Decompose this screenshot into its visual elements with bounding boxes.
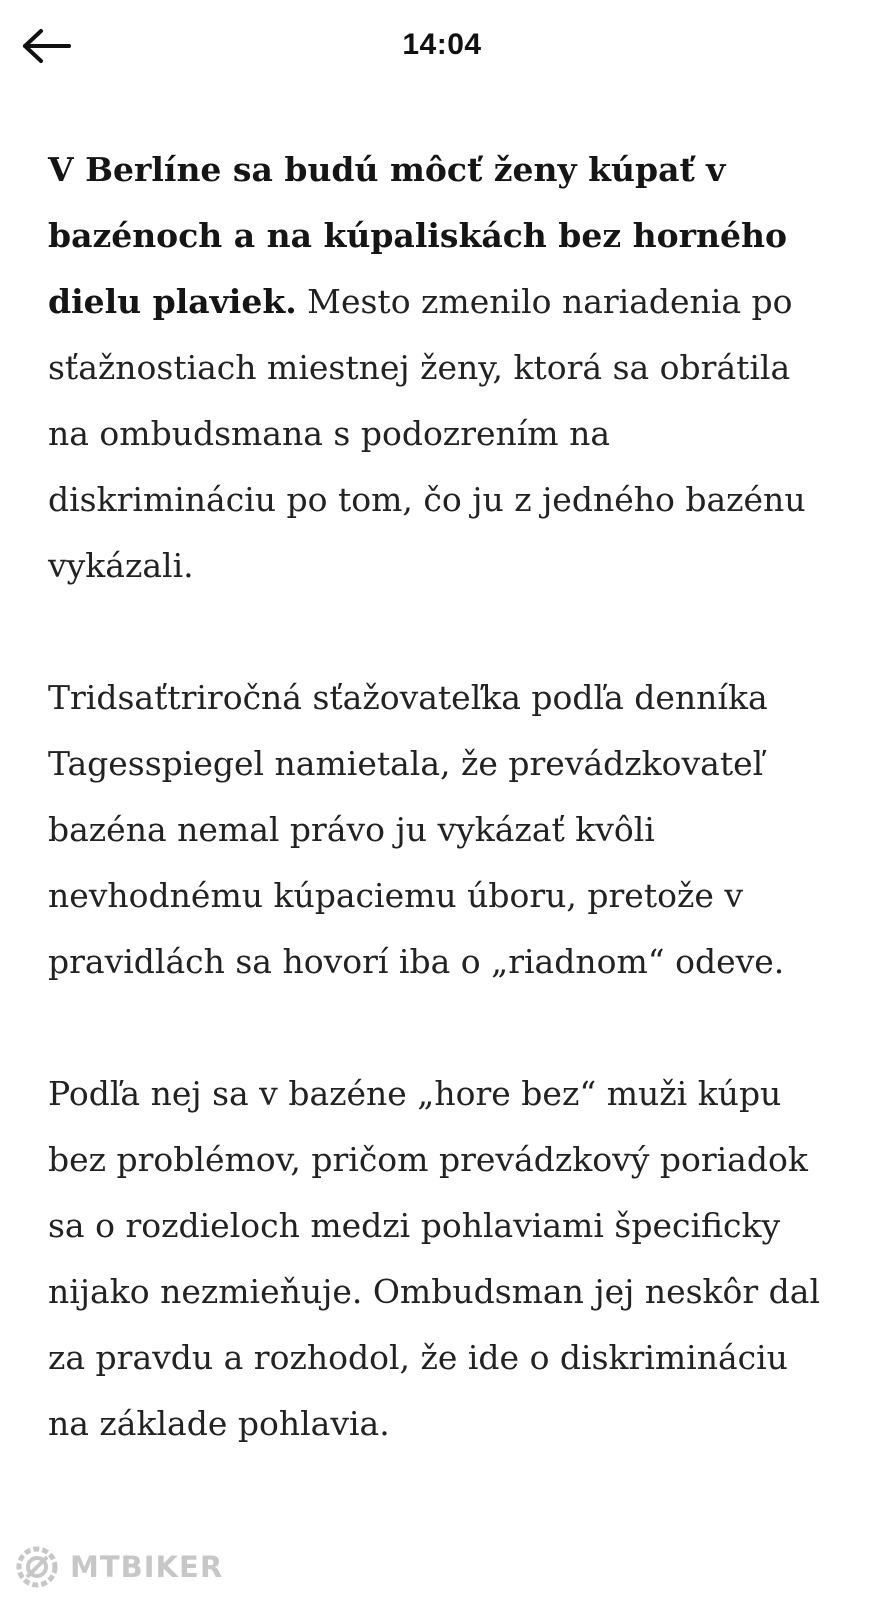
status-time: 14:04 bbox=[402, 28, 482, 61]
article-lead-paragraph bbox=[48, 137, 838, 599]
article-body bbox=[48, 137, 838, 1523]
watermark bbox=[14, 1544, 223, 1590]
mtbiker-logo-icon bbox=[14, 1544, 60, 1590]
top-bar bbox=[0, 0, 884, 100]
article-paragraph: Tridsaťtriročná sťažovateľka podľa denníka Tagesspiegel namietala, že prevádzkovateľ bazéna nemal právo ju vykázať kvôli nevhodnému kúpaciemu úboru, pretože v pravidlách sa hovorí iba o „riadnom“ odeve. bbox=[48, 678, 785, 981]
article-lead-bold: V Berlíne sa budú môcť ženy kúpať v bazénoch a na kúpaliskách bez horného dielu plaviek. bbox=[48, 150, 787, 321]
article-lead-text: Mesto zmenilo nariadenia po sťažnostiach miestnej ženy, ktorá sa obrátila na ombudsmana s podozrením na diskrimináciu po tom, čo ju z jedného bazénu vykázali. bbox=[48, 282, 806, 585]
article-paragraph: Podľa nej sa v bazéne „hore bez“ muži kúpu bez problémov, pričom prevádzkový poriadok sa o rozdieloch medzi pohlaviami špecificky nijako nezmieňuje. Ombudsman jej neskôr dal za pravdu a rozhodol, že ide o diskrimináciu na základe pohlavia. bbox=[48, 1074, 821, 1443]
watermark-text: MTBIKER bbox=[70, 1550, 224, 1584]
